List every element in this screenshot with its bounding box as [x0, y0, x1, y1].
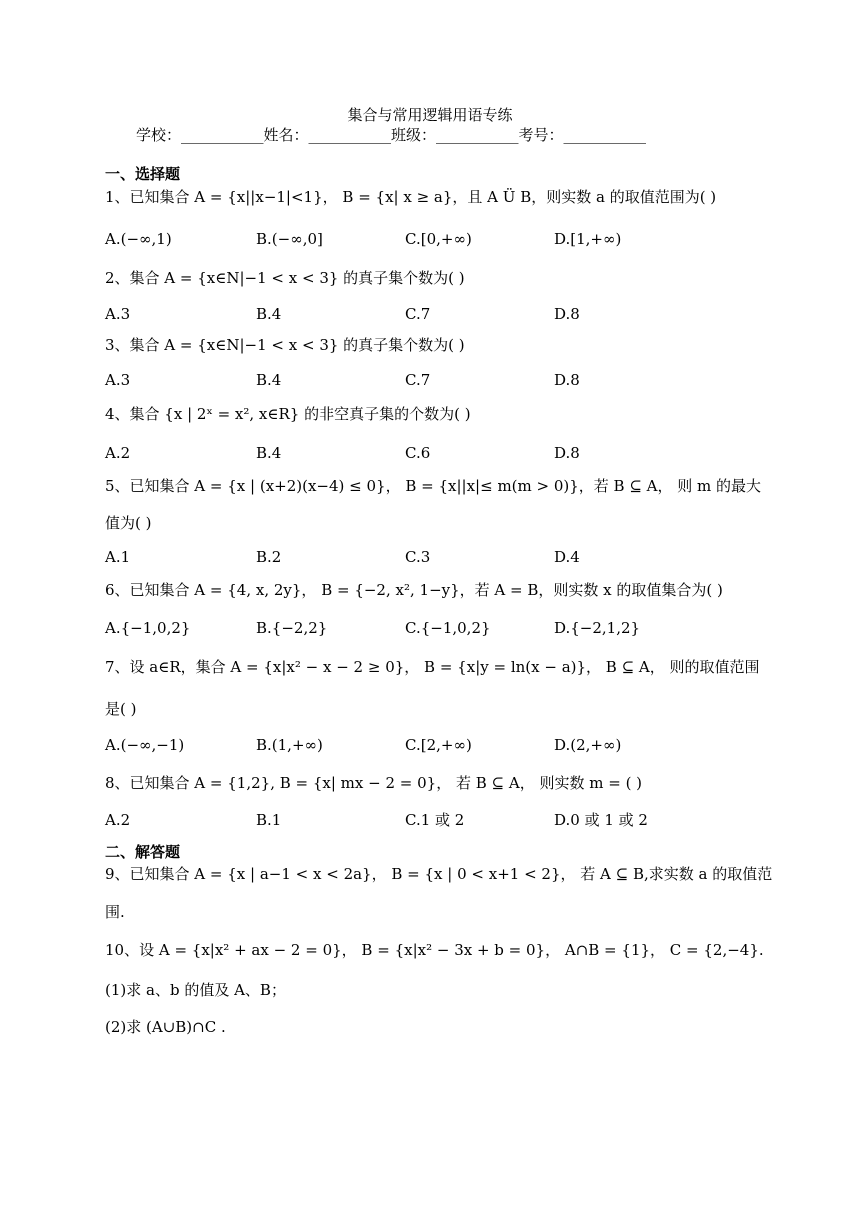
option-a: A.3 — [105, 371, 131, 389]
option-a: A.(−∞,−1) — [105, 736, 185, 754]
question-5-stem-line-2: 值为( ) — [105, 514, 152, 532]
question-8-stem: 8、已知集合 A = {1,2}, B = {x| mx − 2 = 0}， 若 B ⊆ A， 则实数 m = ( ) — [105, 774, 643, 792]
question-8-options — [105, 809, 805, 831]
option-c: C.3 — [405, 548, 431, 566]
option-b: B.(−∞,0] — [256, 230, 323, 248]
option-c: C.[2,+∞) — [405, 736, 472, 754]
option-b: B.(1,+∞) — [256, 736, 323, 754]
question-9-stem-line-1: 9、已知集合 A = {x | a−1 < x < 2a}， B = {x | 0 < x+1 < 2}， 若 A ⊆ B,求实数 a 的取值范 — [105, 865, 773, 883]
question-2-stem: 2、集合 A = {x∈N|−1 < x < 3} 的真子集个数为( ) — [105, 269, 465, 287]
option-d: D.8 — [554, 444, 580, 462]
question-3-options — [105, 369, 805, 391]
question-4-stem: 4、集合 {x | 2ˣ = x², x∈R} 的非空真子集的个数为( ) — [105, 405, 471, 423]
option-c: C.1 或 2 — [405, 811, 465, 829]
question-9-stem-line-2: 围. — [105, 903, 125, 921]
option-c: C.7 — [405, 305, 431, 323]
option-b: B.1 — [256, 811, 282, 829]
question-1-stem: 1、已知集合 A = {x||x−1|<1}， B = {x| x ≥ a}，且 A Ü B，则实数 a 的取值范围为( ) — [105, 188, 717, 206]
option-a: A.2 — [105, 444, 131, 462]
question-6-stem: 6、已知集合 A = {4, x, 2y}， B = {−2, x², 1−y}，若 A = B，则实数 x 的取值集合为( ) — [105, 581, 723, 599]
option-d: D.8 — [554, 371, 580, 389]
page-title: 集合与常用逻辑用语专练 — [347, 106, 513, 124]
student-info-line: 学校：___________姓名：___________班级：___________考号：___________ — [136, 126, 647, 144]
option-a: A.1 — [105, 548, 131, 566]
option-a: A.2 — [105, 811, 131, 829]
question-1-options — [105, 228, 805, 250]
option-d: D.[1,+∞) — [554, 230, 622, 248]
option-a: A.{−1,0,2} — [105, 619, 191, 637]
question-7-options — [105, 734, 805, 756]
option-b: B.2 — [256, 548, 282, 566]
option-d: D.4 — [554, 548, 580, 566]
option-b: B.4 — [256, 371, 282, 389]
question-2-options — [105, 303, 805, 325]
option-b: B.{−2,2} — [256, 619, 328, 637]
option-b: B.4 — [256, 444, 282, 462]
option-d: D.{−2,1,2} — [554, 619, 641, 637]
option-d: D.0 或 1 或 2 — [554, 811, 648, 829]
section-heading-answer: 二、解答题 — [105, 843, 181, 861]
question-7-stem-line-2: 是( ) — [105, 700, 137, 718]
option-c: C.6 — [405, 444, 431, 462]
question-10-stem: 10、设 A = {x|x² + ax − 2 = 0}， B = {x|x² − 3x + b = 0}， A∩B = {1}， C = {2,−4}. — [105, 941, 764, 959]
option-d: D.8 — [554, 305, 580, 323]
question-10-part-2: (2)求 (A∪B)∩C . — [105, 1018, 226, 1036]
option-c: C.[0,+∞) — [405, 230, 472, 248]
question-6-options — [105, 617, 805, 639]
option-c: C.{−1,0,2} — [405, 619, 491, 637]
option-a: A.3 — [105, 305, 131, 323]
question-5-stem-line-1: 5、已知集合 A = {x | (x+2)(x−4) ≤ 0}， B = {x||x|≤ m(m > 0)}，若 B ⊆ A， 则 m 的最大 — [105, 477, 762, 495]
question-5-options — [105, 546, 805, 568]
question-3-stem: 3、集合 A = {x∈N|−1 < x < 3} 的真子集个数为( ) — [105, 336, 465, 354]
question-10-part-1: (1)求 a、b 的值及 A、B； — [105, 981, 286, 999]
section-heading-choice: 一、选择题 — [105, 165, 181, 183]
option-c: C.7 — [405, 371, 431, 389]
option-b: B.4 — [256, 305, 282, 323]
option-a: A.(−∞,1) — [105, 230, 172, 248]
question-7-stem-line-1: 7、设 a∈R，集合 A = {x|x² − x − 2 ≥ 0}， B = {x|y = ln(x − a)}， B ⊆ A， 则的取值范围 — [105, 658, 760, 676]
option-d: D.(2,+∞) — [554, 736, 622, 754]
question-4-options — [105, 442, 805, 464]
